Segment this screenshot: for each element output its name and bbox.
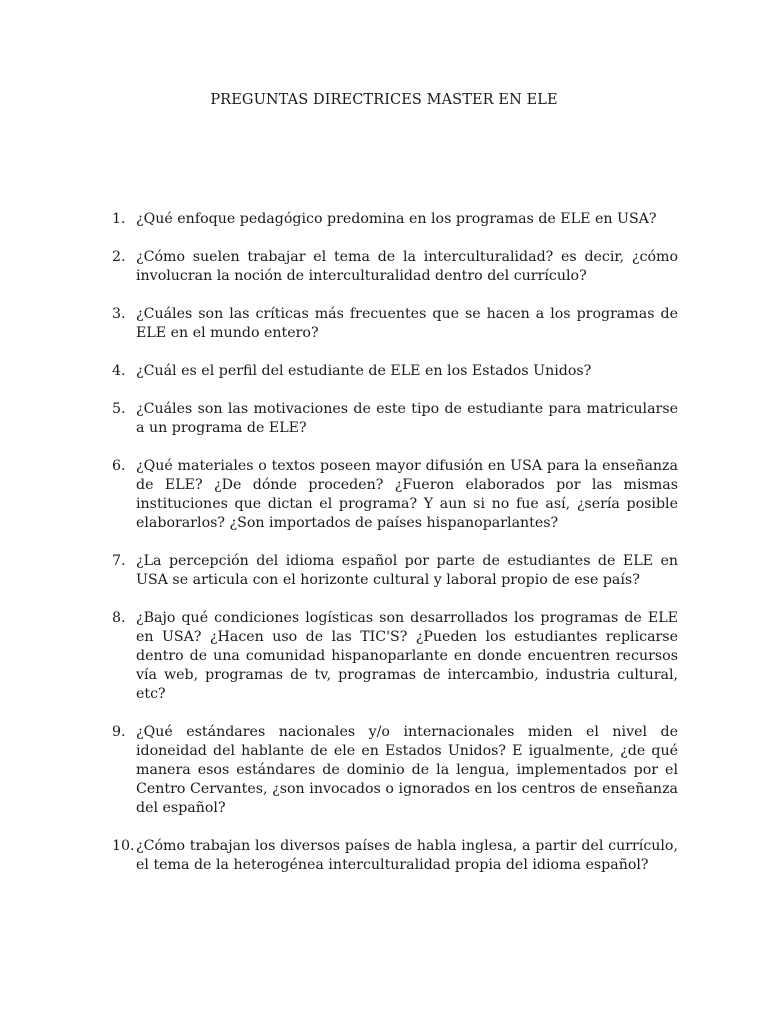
question-item xyxy=(112,362,678,381)
question-item xyxy=(112,609,678,704)
question-text: ¿Cómo trabajan los diversos países de habla inglesa, a partir del currículo, el tema de la heterogénea interculturalidad propia del idioma español? xyxy=(136,838,678,873)
question-list xyxy=(112,210,678,894)
question-number: 2. xyxy=(112,249,126,265)
question-text: ¿Cuáles son las críticas más frecuentes que se hacen a los programas de ELE en el mundo entero? xyxy=(136,306,678,341)
question-number: 7. xyxy=(112,553,126,569)
question-number: 4. xyxy=(112,363,126,379)
question-text: ¿Qué estándares nacionales y/o internacionales miden el nivel de idoneidad del hablante de ele en Estados Unidos? E igualmente, ¿de qué manera esos estándares de dominio de la lengua, implementados por el Centro Cervantes, ¿son invocados o ignorados en los centros de enseñanza del español? xyxy=(136,724,678,816)
question-item xyxy=(112,210,678,229)
question-number: 10. xyxy=(112,838,135,854)
question-text: ¿Cuál es el perfil del estudiante de ELE en los Estados Unidos? xyxy=(136,363,592,379)
question-item xyxy=(112,552,678,590)
question-text: ¿La percepción del idioma español por parte de estudiantes de ELE en USA se articula con el horizonte cultural y laboral propio de ese país? xyxy=(136,553,678,588)
question-text: ¿Qué enfoque pedagógico predomina en los programas de ELE en USA? xyxy=(136,211,657,227)
document-title: PREGUNTAS DIRECTRICES MASTER EN ELE xyxy=(210,92,558,108)
question-item xyxy=(112,305,678,343)
question-text: ¿Cuáles son las motivaciones de este tipo de estudiante para matricularse a un programa de ELE? xyxy=(136,401,678,436)
question-item xyxy=(112,723,678,818)
question-number: 3. xyxy=(112,306,126,322)
question-number: 9. xyxy=(112,724,126,740)
question-text: ¿Bajo qué condiciones logísticas son desarrollados los programas de ELE en USA? ¿Hacen uso de las TIC'S? ¿Pueden los estudiantes replicarse dentro de una comunidad hispanoparlante en donde encuentren recursos vía web, programas de tv, programas de intercambio, industria cultural, etc? xyxy=(136,610,678,702)
question-item xyxy=(112,248,678,286)
question-number: 6. xyxy=(112,458,126,474)
question-number: 8. xyxy=(112,610,126,626)
question-text: ¿Qué materiales o textos poseen mayor difusión en USA para la enseñanza de ELE? ¿De dónde proceden? ¿Fueron elaborados por las mismas instituciones que dictan el programa? Y aun si no fue así, ¿sería posible elaborarlos? ¿Son importados de países hispanoparlantes? xyxy=(136,458,678,531)
question-text: ¿Cómo suelen trabajar el tema de la interculturalidad? es decir, ¿cómo involucran la noción de interculturalidad dentro del currículo? xyxy=(136,249,678,284)
question-item xyxy=(112,837,678,875)
question-number: 1. xyxy=(112,211,126,227)
question-item xyxy=(112,457,678,533)
question-number: 5. xyxy=(112,401,126,417)
question-item xyxy=(112,400,678,438)
